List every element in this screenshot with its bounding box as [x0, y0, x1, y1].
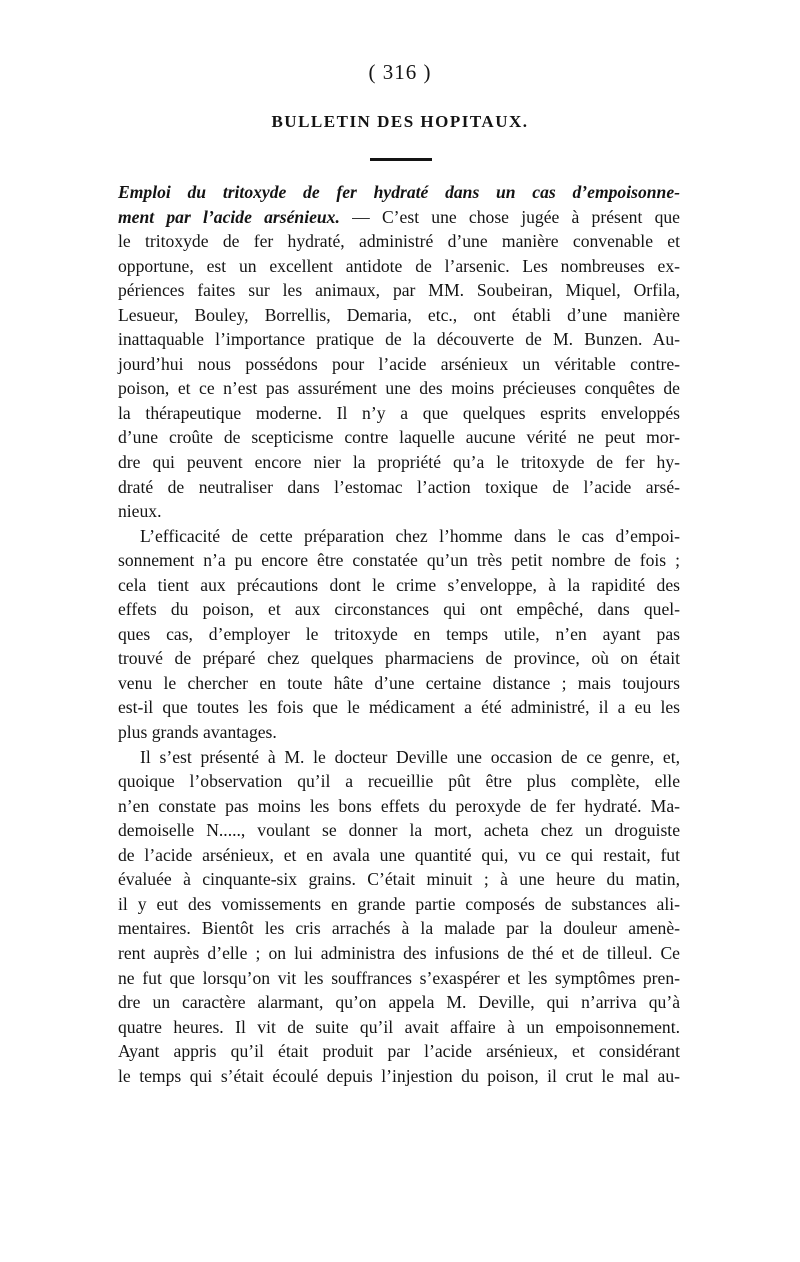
text-line: quatre heures. Il vit de suite qu’il avait affaire à un empoisonnement. [118, 1016, 680, 1037]
text-line: jourd’hui nous possédons pour l’acide arsénieux un véritable contre- [118, 353, 680, 374]
text-line-part: — C’est une chose jugée à présent que [352, 206, 680, 227]
text-line: il y eut des vomissements en grande partie composés de substances ali- [118, 893, 680, 914]
text-line: périences faites sur les animaux, par MM. Soubeiran, Miquel, Orfila, [118, 280, 680, 301]
text-line: quoique l’observation qu’il a recueillie pût être plus complète, elle [118, 771, 680, 792]
text-line: ques cas, d’employer le tritoxyde en temps utile, n’en ayant pas [118, 623, 680, 644]
page-title: BULLETIN DES HOPITAUX. [271, 112, 529, 131]
text-line: cela tient aux précautions dont le crime s’enveloppe, à la rapidité des [118, 574, 680, 595]
text-line: Lesueur, Bouley, Borrellis, Demaria, etc., ont établi d’une manière [118, 304, 680, 325]
text-line: nieux. [118, 501, 162, 522]
text-line: Ayant appris qu’il était produit par l’acide arsénieux, et considérant [118, 1041, 680, 1062]
text-line: sonnement n’a pu encore être constatée qu’un très petit nombre de fois ; [118, 550, 680, 571]
article-body [118, 180, 680, 1088]
text-line: rent auprès d’elle ; on lui administra des infusions de thé et de tilleul. Ce [118, 942, 680, 963]
text-line: ne fut que lorsqu’on vit les souffrances s’exaspérer et les symptômes pren- [118, 967, 680, 988]
text-line: de l’acide arsénieux, et en avala une quantité qui, vu ce qui restait, fut [118, 844, 680, 865]
text-line: trouvé de préparé chez quelques pharmaciens de province, où on était [118, 648, 680, 669]
text-line: mentaires. Bientôt les cris arrachés à la malade par la douleur amenè- [118, 918, 680, 939]
text-line: demoiselle N....., voulant se donner la mort, acheta chez un droguiste [118, 820, 680, 841]
text-line: dre qui peuvent encore nier la propriété qu’a le tritoxyde de fer hy- [118, 452, 680, 473]
page-number: ( 316 ) [368, 60, 432, 84]
article-heading-part: Emploi du tritoxyde de fer hydraté dans un cas d’empoisonne- [118, 182, 680, 202]
text-line: poison, et ce n’est pas assurément une des moins précieuses conquêtes de [118, 378, 680, 399]
text-line: évaluée à cinquante-six grains. C’était minuit ; à une heure du matin, [118, 869, 680, 890]
text-line: est-il que toutes les fois que le médicament a été administré, il a eu les [118, 697, 680, 718]
text-line: L’efficacité de cette préparation chez l’homme dans le cas d’empoi- [140, 525, 680, 546]
text-line: n’en constate pas moins les bons effets du peroxyde de fer hydraté. Ma- [118, 795, 680, 816]
article-heading-part: ment par l’acide arsénieux. [118, 206, 340, 227]
article-heading-line [118, 205, 680, 230]
text-line: la thérapeutique moderne. Il n’y a que quelques esprits enveloppés [118, 402, 680, 423]
text-line: plus grands avantages. [118, 722, 277, 743]
article-heading-line [118, 180, 680, 205]
text-line: dre un caractère alarmant, qu’on appela M. Deville, qui n’arriva qu’à [118, 992, 680, 1013]
text-line: draté de neutraliser dans l’estomac l’action toxique de l’acide arsé- [118, 476, 680, 497]
text-line: d’une croûte de scepticisme contre laquelle aucune vérité ne peut mor- [118, 427, 680, 448]
text-line: effets du poison, et aux circonstances qui ont empêché, dans quel- [118, 599, 680, 620]
text-line: le tritoxyde de fer hydraté, administré d’une manière convenable et [118, 231, 680, 252]
text-line: le temps qui s’était écoulé depuis l’injestion du poison, il crut le mal au- [118, 1065, 680, 1086]
text-line: Il s’est présenté à M. le docteur Deville une occasion de ce genre, et, [140, 746, 680, 767]
text-line: inattaquable l’importance pratique de la découverte de M. Bunzen. Au- [118, 329, 680, 350]
text-line: opportune, est un excellent antidote de l’arsenic. Les nombreuses ex- [118, 255, 680, 276]
text-line: venu le chercher en toute hâte d’une certaine distance ; mais toujours [118, 672, 680, 693]
title-divider [370, 158, 432, 161]
